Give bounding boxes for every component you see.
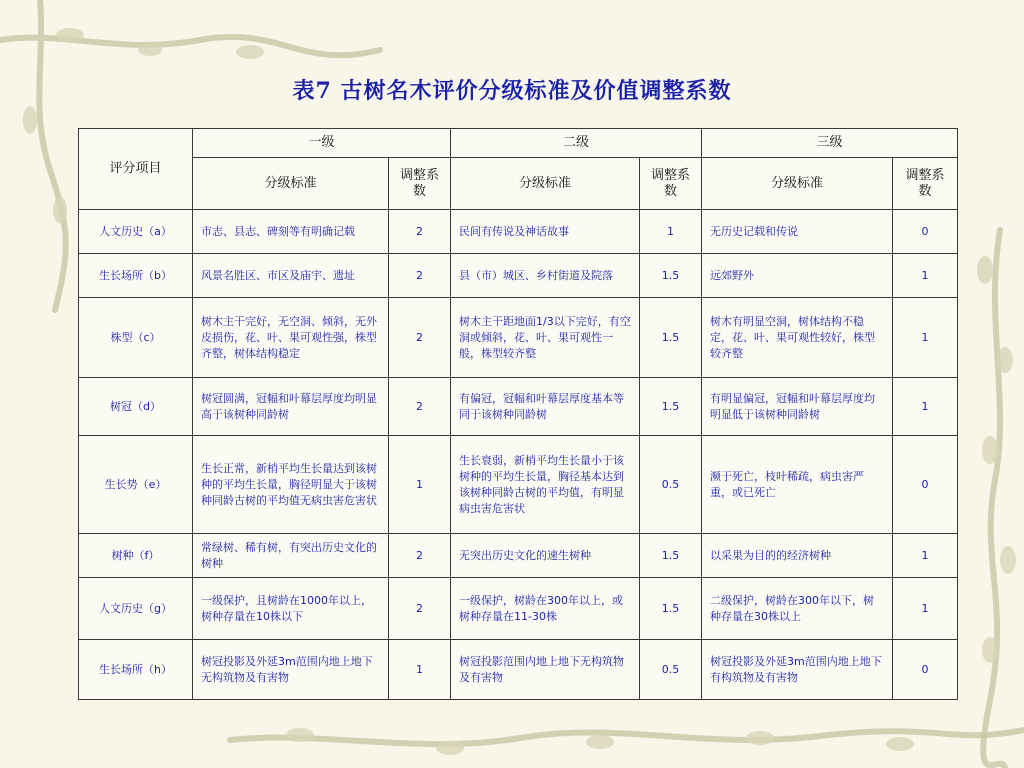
page-title: 表7 古树名木评价分级标准及价值调整系数	[292, 78, 732, 104]
level1-standard: 市志、县志、碑刻等有明确记载	[193, 210, 389, 254]
level2-standard: 树木主干距地面1/3以下完好，有空洞或倾斜，花、叶、果可观性一般，株型较齐整	[451, 298, 640, 378]
row-item: 株型（c）	[79, 298, 193, 378]
header-standard-3: 分级标准	[702, 158, 893, 210]
level1-coef: 2	[389, 534, 451, 578]
level2-coef: 1.5	[640, 254, 702, 298]
level1-coef: 2	[389, 254, 451, 298]
header-standard-1: 分级标准	[193, 158, 389, 210]
level2-coef: 0.5	[640, 640, 702, 700]
level2-standard: 生长衰弱，新梢平均生长量小于该树种的平均生长量，胸径基本达到该树种同龄古树的平均值，有明显病虫害危害状	[451, 436, 640, 534]
row-item: 人文历史（g）	[79, 578, 193, 640]
level2-standard: 无突出历史文化的速生树种	[451, 534, 640, 578]
level2-standard: 民间有传说及神话故事	[451, 210, 640, 254]
level3-standard: 远郊野外	[702, 254, 893, 298]
row-item: 人文历史（a）	[79, 210, 193, 254]
table-row	[79, 254, 958, 298]
grading-standards-table	[78, 128, 958, 700]
row-item: 生长场所（b）	[79, 254, 193, 298]
level1-standard: 生长正常，新梢平均生长量达到该树种的平均生长量，胸径明显大于该树种同龄古树的平均值无病虫害危害状	[193, 436, 389, 534]
level3-standard: 有明显偏冠，冠幅和叶幕层厚度均明显低于该树种同龄树	[702, 378, 893, 436]
level1-coef: 2	[389, 298, 451, 378]
row-item: 生长场所（h）	[79, 640, 193, 700]
level3-coef: 0	[893, 436, 958, 534]
level3-standard: 无历史记载和传说	[702, 210, 893, 254]
header-item: 评分项目	[79, 129, 193, 210]
level3-coef: 0	[893, 210, 958, 254]
header-level-3: 三级	[702, 129, 958, 158]
table-row	[79, 640, 958, 700]
level1-coef: 1	[389, 640, 451, 700]
level1-coef: 2	[389, 578, 451, 640]
table-row	[79, 210, 958, 254]
level2-coef: 1.5	[640, 534, 702, 578]
level3-standard: 濒于死亡，枝叶稀疏，病虫害严重，或已死亡	[702, 436, 893, 534]
level2-standard: 一级保护，树龄在300年以上，或树种存量在11-30株	[451, 578, 640, 640]
level1-coef: 2	[389, 378, 451, 436]
level2-standard: 有偏冠，冠幅和叶幕层厚度基本等同于该树种同龄树	[451, 378, 640, 436]
level2-standard: 县（市）城区、乡村街道及院落	[451, 254, 640, 298]
level1-standard: 树木主干完好，无空洞、倾斜，无外皮损伤，花、叶、果可观性强，株型齐整，树体结构稳定	[193, 298, 389, 378]
row-item: 树冠（d）	[79, 378, 193, 436]
level1-standard: 风景名胜区、市区及庙宇、遗址	[193, 254, 389, 298]
table-row	[79, 534, 958, 578]
row-item: 生长势（e）	[79, 436, 193, 534]
level3-coef: 1	[893, 578, 958, 640]
level2-standard: 树冠投影范围内地上地下无构筑物及有害物	[451, 640, 640, 700]
level2-coef: 1	[640, 210, 702, 254]
table-row	[79, 298, 958, 378]
level2-coef: 1.5	[640, 378, 702, 436]
level1-coef: 2	[389, 210, 451, 254]
level3-standard: 树木有明显空洞，树体结构不稳定，花、叶、果可观性较好，株型较齐整	[702, 298, 893, 378]
row-item: 树种（f）	[79, 534, 193, 578]
header-coef-2: 调整系数	[640, 158, 702, 210]
header-coef-3: 调整系数	[893, 158, 958, 210]
level3-standard: 以采果为目的的经济树种	[702, 534, 893, 578]
header-level-2: 二级	[451, 129, 702, 158]
table-row	[79, 436, 958, 534]
table-row	[79, 378, 958, 436]
level3-coef: 1	[893, 378, 958, 436]
level1-standard: 一级保护，且树龄在1000年以上，树种存量在10株以下	[193, 578, 389, 640]
header-coef-1: 调整系数	[389, 158, 451, 210]
level3-coef: 1	[893, 534, 958, 578]
level3-coef: 1	[893, 254, 958, 298]
level2-coef: 0.5	[640, 436, 702, 534]
level1-coef: 1	[389, 436, 451, 534]
header-level-1: 一级	[193, 129, 451, 158]
level3-coef: 1	[893, 298, 958, 378]
header-standard-2: 分级标准	[451, 158, 640, 210]
level1-standard: 常绿树、稀有树，有突出历史文化的树种	[193, 534, 389, 578]
level2-coef: 1.5	[640, 298, 702, 378]
level3-coef: 0	[893, 640, 958, 700]
level2-coef: 1.5	[640, 578, 702, 640]
level1-standard: 树冠圆满，冠幅和叶幕层厚度均明显高于该树种同龄树	[193, 378, 389, 436]
table-row	[79, 578, 958, 640]
level3-standard: 二级保护，树龄在300年以下，树种存量在30株以上	[702, 578, 893, 640]
level1-standard: 树冠投影及外延3m范围内地上地下无构筑物及有害物	[193, 640, 389, 700]
level3-standard: 树冠投影及外延3m范围内地上地下有构筑物及有害物	[702, 640, 893, 700]
